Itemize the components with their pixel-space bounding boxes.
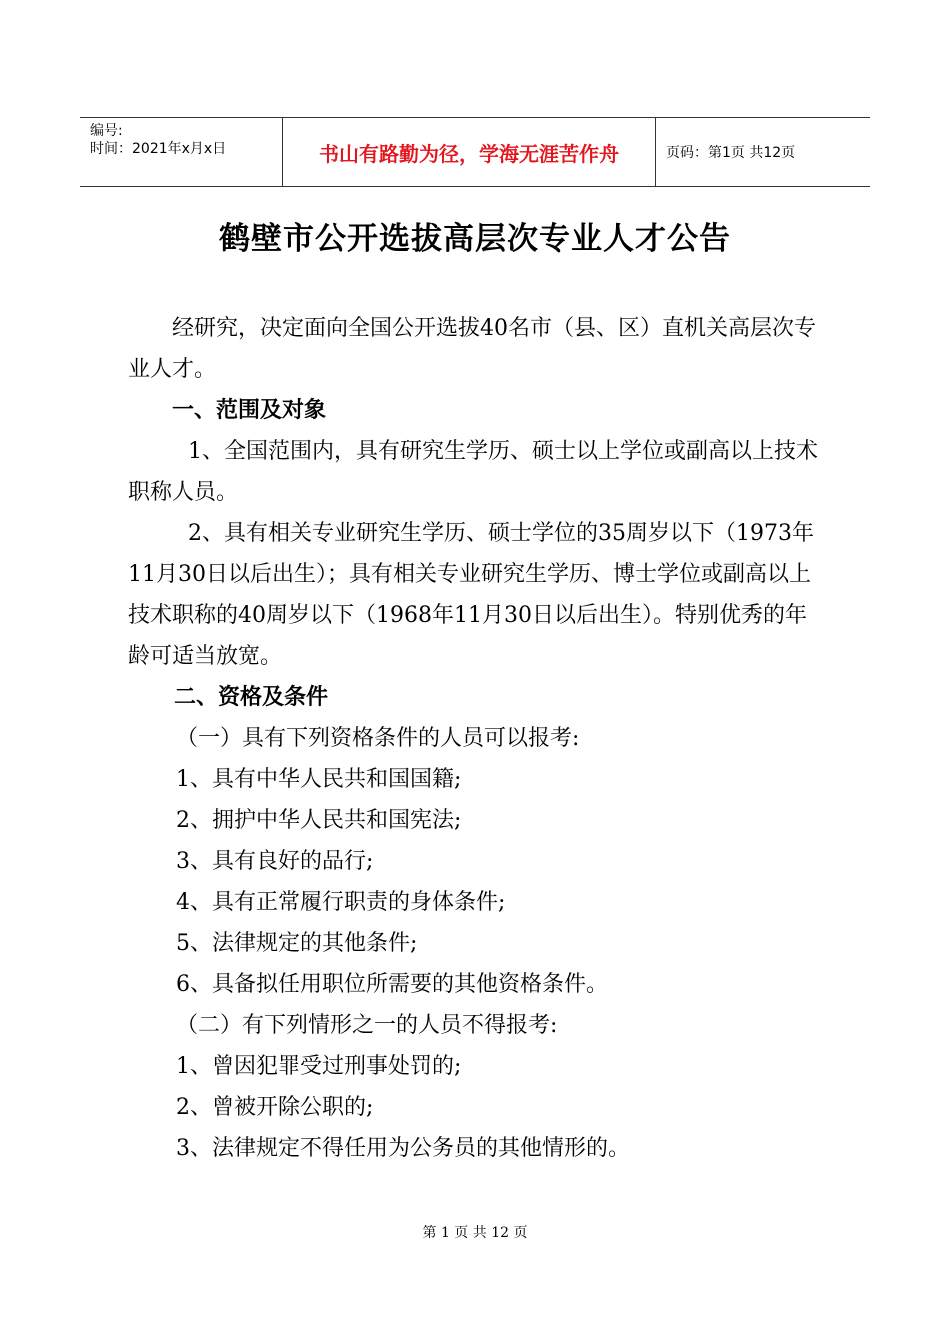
condition-item: 1、具有中华人民共和国国籍;: [176, 767, 462, 792]
header-meta: [80, 118, 282, 186]
document-header: [80, 117, 870, 187]
intro-paragraph: 经研究，决定面向全国公开选拔40名市（县、区）直机关高层次专业人才。: [128, 316, 816, 382]
page-footer: 第 1 页 共 12 页: [422, 1225, 528, 1241]
section-heading: 二、资格及条件: [174, 685, 329, 710]
condition-item: 3、具有良好的品行;: [176, 849, 374, 874]
time-label: 时间：2021年x月x日: [90, 141, 227, 157]
condition-item: 4、具有正常履行职责的身体条件;: [176, 890, 506, 915]
condition-item: 2、拥护中华人民共和国宪法;: [176, 808, 462, 833]
section-heading: 一、范围及对象: [172, 398, 327, 423]
scope-item: 2、具有相关专业研究生学历、硕士学位的35周岁以下（1973年11月30日以后出生）；具有相关专业研究生学历、博士学位或副高以上技术职称的40周岁以下（1968年11月30日以后出生）。特别优秀的年龄可适当放宽。: [128, 521, 814, 669]
number-label: 编号:: [90, 123, 123, 139]
header-page-info: 页码：第1页 共12页: [666, 145, 796, 161]
condition-item: 5、法律规定的其他条件;: [176, 931, 418, 956]
exclusion-item: 3、法律规定不得任用为公务员的其他情形的。: [176, 1136, 630, 1161]
document-body: [128, 308, 826, 1169]
document-title: 鹤壁市公开选拔高层次专业人才公告: [219, 221, 731, 257]
header-motto: 书山有路勤为径，学海无涯苦作舟: [282, 118, 656, 186]
subsection-title: （一）具有下列资格条件的人员可以报考:: [176, 726, 580, 751]
exclusion-item: 2、曾被开除公职的;: [176, 1095, 374, 1120]
exclusion-item: 1、曾因犯罪受过刑事处罚的;: [176, 1054, 462, 1079]
scope-item: 1、全国范围内，具有研究生学历、硕士以上学位或副高以上技术职称人员。: [128, 439, 818, 505]
subsection-title: （二）有下列情形之一的人员不得报考:: [176, 1013, 558, 1038]
condition-item: 6、具备拟任用职位所需要的其他资格条件。: [176, 972, 608, 997]
